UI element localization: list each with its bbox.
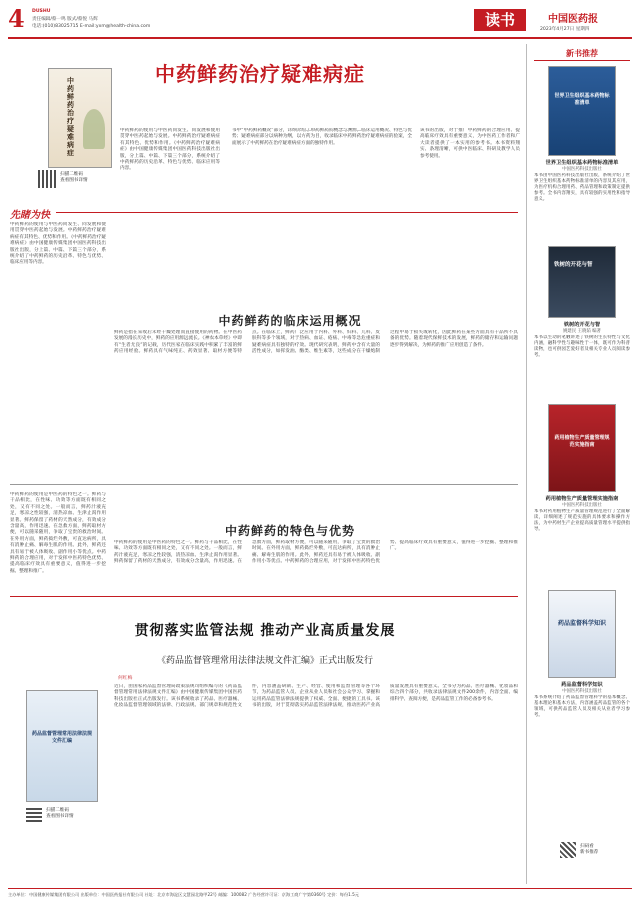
sidebar-book-4-title: 药品监督科学知识 bbox=[561, 682, 603, 688]
left-column-1: 中药鲜药的使用与中医药同发生、同发展和使用贯穿中医药起始与发展。中药鲜药治疗疑难病症有其特色、优势和作用。《中药鲜药治疗疑难病症》由中国健康传媒集团中国医药科技出版社出版，分上篇、中篇、下篇三个部分，系统介绍了中药鲜药的历史沿革、特色与优势、临床应用等内容。 bbox=[10, 222, 106, 266]
sidebar-qr-code[interactable] bbox=[560, 842, 576, 858]
section3-byline: 何红梅 bbox=[118, 676, 133, 681]
sidebar-book-3-publisher: 中国医药科技出版社 bbox=[562, 503, 602, 508]
sidebar-book-3-cover-title: 药用植物生产质量管理规范实施指南 bbox=[554, 435, 610, 448]
sidebar-book-2 bbox=[534, 246, 630, 365]
section3-text: 近日，由国家药品监督管理局政策法规司组织编写的《药品监督管理常用法律法规文件汇编》由中国健康传媒集团中国医药科技出版社正式出版发行。该书系统收录了药品、医疗器械、化妆品监督管理领域的法律、行政法规、部门规章和规范性文件，内容涵盖研制、生产、经营、使用和监督管理等各个环节，为药品监管人员、企业从业人员和社会公众学习、掌握和运用药品监管法律法规提供了权威、全面、便捷的工具书。该书的出版，对于贯彻落实药品监管法律法规，推动医药产业高质量发展具有重要意义。全书分为药品、医疗器械、化妆品和综合四个部分，共收录法律法规文件200余件，内容全面、编排科学、查阅方便，是药品监管工作的必备参考书。 bbox=[114, 684, 518, 709]
sidebar-book-2-cover-title: 铁树的开花与智 bbox=[554, 262, 593, 268]
section-title: 读书 bbox=[484, 11, 515, 29]
sidebar-book-1-cover bbox=[548, 66, 616, 156]
footer-rule bbox=[8, 888, 632, 889]
section-title-box bbox=[474, 9, 526, 31]
sidebar-book-2-desc: 本书以生动的笔触讲述了铁树的生长特性与文化内涵，融科学性与趣味性于一体，既可作为科普读物，也可供园艺爱好者及相关专业人员阅读参考。 bbox=[534, 335, 630, 358]
sidebar-book-4-cover-title: 药品监督科学知识 bbox=[557, 620, 606, 627]
qr-caption-2: 扫描二维码 查看图书详情 bbox=[46, 808, 74, 819]
section-divider-1 bbox=[10, 484, 518, 485]
regulation-cover-title: 药品监督管理常用法律法规文件汇编 bbox=[31, 731, 92, 744]
qr-caption-1: 扫描二维码 查看图书详情 bbox=[60, 172, 88, 183]
contact-line: 电话:(010)83025715 E-mail:yxm@health-china.com bbox=[32, 24, 151, 29]
paper-name: 中国医药报 bbox=[548, 14, 598, 25]
intro-col-1: 中药鲜药的使用与中医药同发生、同发展和使用贯穿中医药起始与发展。中药鲜药治疗疑难病症有其特色、优势和作用。《中药鲜药治疗疑难病症》由中国健康传媒集团中国医药科技出版社出版，分上篇、中篇、下篇三个部分，系统介绍了中药鲜药的历史沿革、特色与优势、临床应用等内容。 bbox=[120, 128, 220, 172]
footer-line: 主办单位：中国健康传媒集团有限公司 出版单位：中国医药报社有限公司 社址：北京市海淀区文慧园北路甲22号 邮编：100082 广告经营许可证：京海工商广字第0360号 定价：每份1.5元 bbox=[8, 892, 359, 897]
sidebar-header-box bbox=[534, 46, 630, 61]
sidebar-book-1-desc: 本书由中国医药科技出版社出版，系统介绍了世界卫生组织基本药物标准清单的内容及其应用，为医疗机构合理用药、药品管理和政策制定提供参考。全书内容翔实，具有较强的实用性和指导意义。 bbox=[534, 173, 630, 202]
qr-code-1[interactable] bbox=[38, 170, 56, 188]
sidebar-book-2-title: 铁树的开花与智 bbox=[563, 322, 601, 328]
sidebar-divider bbox=[526, 44, 527, 884]
page-number: 4 bbox=[8, 4, 25, 33]
sidebar-book-2-cover bbox=[548, 246, 616, 318]
issue-date: 2023年4月27日 星期四 bbox=[540, 27, 590, 32]
intro-col-3: 该书的出版，对于推广中药鲜药的合理应用、提高临床疗效具有重要意义，为中医药工作者和广大读者提供了一本实用的参考书。本书资料翔实、条理清晰，可供中医临床、科研及教学人员参考使用。 bbox=[420, 128, 520, 159]
herb-illustration bbox=[83, 109, 105, 149]
sidebar-book-4-publisher: 中国医药科技出版社 bbox=[562, 689, 602, 694]
qr-code-2[interactable] bbox=[26, 806, 42, 822]
sidebar-book-1-cover-title: 世界卫生组织基本药物标准清单 bbox=[554, 93, 610, 106]
section2-text: 中药鲜药的使用是中医药的特色之一。鲜药与干品相比，在性味、功效等方面既有相同之处，又有不同之处。一般而言，鲜药汁液充足，寒凉之性较强，清热凉血、生津止渴作用显著。鲜药保留了药材的天然成分，有效成分含量高，作用迅速。在急救方面，鲜药取材方便，可以随采随用，争取了宝贵的救治时间。在外用方面，鲜药捣烂外敷，可直达病所，具有消肿止痛、解毒生肌的作用。此外，鲜药还具有易于被人体吸收、副作用小等优点。中药鲜药的合理应用，对于发挥中医药特色优势、提高临床疗效具有重要意义，值得进一步挖掘、整理和推广。 bbox=[114, 540, 518, 565]
sidebar-qr-caption: 扫码看 新书推荐 bbox=[580, 844, 599, 855]
sidebar-book-4-cover bbox=[548, 590, 616, 678]
sidebar-header: 新书推荐 bbox=[566, 48, 598, 58]
herb-sketch-1 bbox=[290, 100, 370, 131]
sidebar-book-4 bbox=[534, 590, 630, 749]
sidebar-book-3-cover bbox=[548, 404, 616, 492]
lead-label: 先睹为快 bbox=[10, 210, 50, 221]
main-headline: 中药鲜药治疗疑难病症 bbox=[155, 62, 365, 86]
section-code: DUSHU bbox=[32, 9, 51, 14]
sidebar-book-3 bbox=[534, 404, 630, 545]
sidebar-book-1-title: 世界卫生组织基本药物标准清单 bbox=[545, 160, 619, 166]
section3-title: 贯彻落实监管法规 推动产业高质量发展 bbox=[134, 623, 396, 639]
intro-col-2: 书中“中药鲜药概况”部分，详细介绍了中药鲜药的概念与渊源、临床运用概况、特色与优势；疑难病症部分以病种为纲，以方药为目，收录临床中药鲜药治疗疑难病症的验案，全面展示了中药鲜药在治疗疑难病症方面的独特作用。 bbox=[232, 128, 412, 146]
section2-title: 中药鲜药的特色与优势 bbox=[224, 524, 355, 538]
masthead-rule bbox=[8, 37, 632, 39]
editor-line: 责任编辑/蔡一鸣 版式/蔡悦 马辉 bbox=[32, 17, 98, 22]
book-cover-title: 中药鲜药治疗疑难病症 bbox=[67, 76, 74, 157]
book-cover-tcm bbox=[48, 68, 112, 168]
book-cover-regulation bbox=[26, 690, 98, 802]
sidebar-book-4-desc: 本书系统介绍了药品监督管理科学的基本概念、基本理论和基本方法，内容涵盖药品监管的各个领域，可供药品监管人员及相关从业者学习参考。 bbox=[534, 695, 630, 718]
section1-title: 中药鲜药的临床运用概况 bbox=[218, 314, 362, 328]
lead-rule bbox=[56, 212, 518, 213]
section3-subtitle: 《药品监督管理常用法律法规文件汇编》正式出版发行 bbox=[156, 656, 373, 666]
sidebar-book-3-desc: 本书对药用植物生产质量管理规范进行了全面解读，详细阐述了规范实施的具体要求和操作方法，为中药材生产企业提高质量管理水平提供指导。 bbox=[534, 509, 630, 532]
sidebar-book-3-title: 药用植物生产质量管理实施指南 bbox=[545, 496, 619, 502]
sidebar-book-1 bbox=[534, 66, 630, 209]
section1-text: 鲜药是指在采收后未经干燥处理而直接使用的药物。在中医药发展的漫长历史中，鲜药的应用源远流长。《神农本草经》中即有“生者尤良”的记载，历代医家在临床实践中积累了丰富的鲜药应用经验。鲜药具有气味纯正、药效显著、取材方便等特点。在临床上，鲜药广泛应用于内科、外科、妇科、儿科、皮肤科等多个领域，对于热病、血证、疮疡、中毒等急危重症和疑难病症具有独特的疗效。现代研究表明，鲜药中含有大量的活性成分，如挥发油、酶类、维生素等，这些成分在干燥炮制过程中易于损失或转化，因此鲜药在某些方面具有干品所不具备的优势。随着现代保鲜技术的发展，鲜药的储存和运输问题逐步得到解决，为鲜药的推广应用创造了条件。 bbox=[114, 330, 518, 355]
sidebar-book-2-author: 姚建民 王晓茹 编著 bbox=[563, 329, 601, 334]
left-column-2: 中药鲜药的使用是中医药的特色之一。鲜药与干品相比，在性味、功效等方面既有相同之处，又有不同之处。一般而言，鲜药汁液充足，寒凉之性较强，清热凉血、生津止渴作用显著。鲜药保留了药材的天然成分，有效成分含量高，作用迅速。在急救方面，鲜药取材方便，可以随采随用，争取了宝贵的救治时间。在外用方面，鲜药捣烂外敷，可直达病所，具有消肿止痛、解毒生肌的作用。此外，鲜药还具有易于被人体吸收、副作用小等优点。中药鲜药的合理应用，对于发挥中医药特色优势、提高临床疗效具有重要意义，值得进一步挖掘、整理和推广。 bbox=[10, 492, 106, 574]
sidebar-book-1-publisher: 中国医药科技出版社 bbox=[562, 167, 602, 172]
masthead bbox=[8, 6, 632, 36]
section-divider-2 bbox=[10, 596, 518, 597]
